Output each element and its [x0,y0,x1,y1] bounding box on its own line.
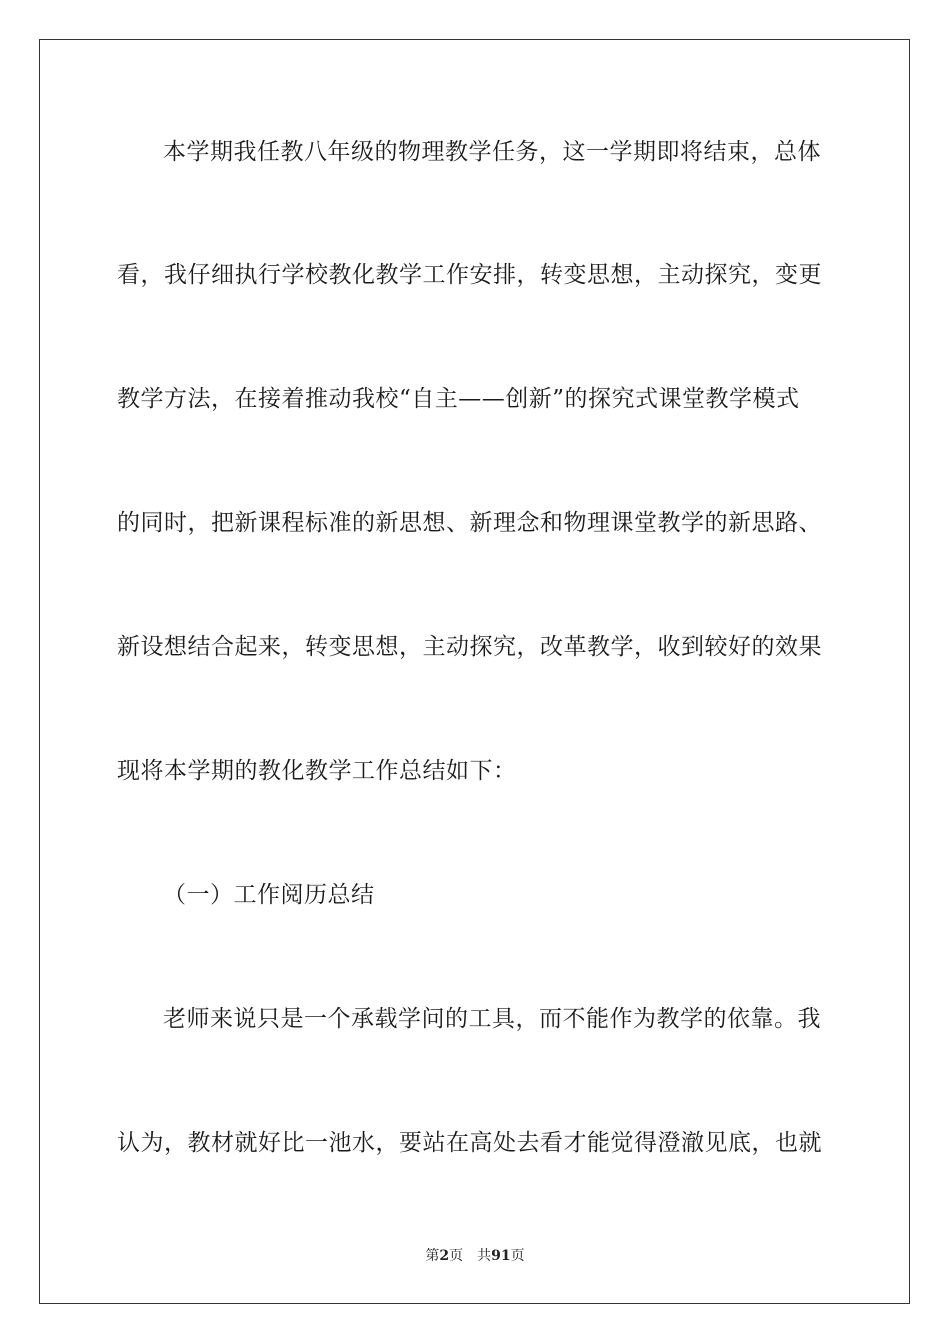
total-prefix: 共 [477,1248,492,1264]
page-footer [0,1247,950,1265]
body-text-line-4: 的同时，把新课程标准的新思想、新理念和物理课堂教学的新思路、 [117,510,822,536]
body-text-line-5: 新设想结合起来，转变思想，主动探究，改革教学，收到较好的效果 [117,634,822,660]
body-text-line-2: 看，我仔细执行学校教化教学工作安排，转变思想，主动探究，变更 [117,262,822,288]
section-heading: （一）工作阅历总结 [163,882,375,908]
body-text-line-1: 本学期我任教八年级的物理教学任务，这一学期即将结束，总体 [163,139,821,165]
body-text-line-3: 教学方法，在接着推动我校“自主——创新”的探究式课堂教学模式 [117,386,800,412]
body-text-line-7: 老师来说只是一个承载学问的工具，而不能作为教学的依靠。我 [163,1006,821,1032]
body-text-line-6: 现将本学期的教化教学工作总结如下： [117,758,517,784]
page-border [39,39,910,1304]
body-text-line-8: 认为，教材就好比一池水，要站在高处去看才能觉得澄澈见底，也就 [117,1130,822,1156]
total-suffix: 页 [510,1248,525,1264]
page-prefix: 第 [425,1248,440,1264]
total-pages: 91 [491,1248,511,1264]
page-number: 2 [439,1248,450,1264]
page-suffix: 页 [449,1248,464,1264]
